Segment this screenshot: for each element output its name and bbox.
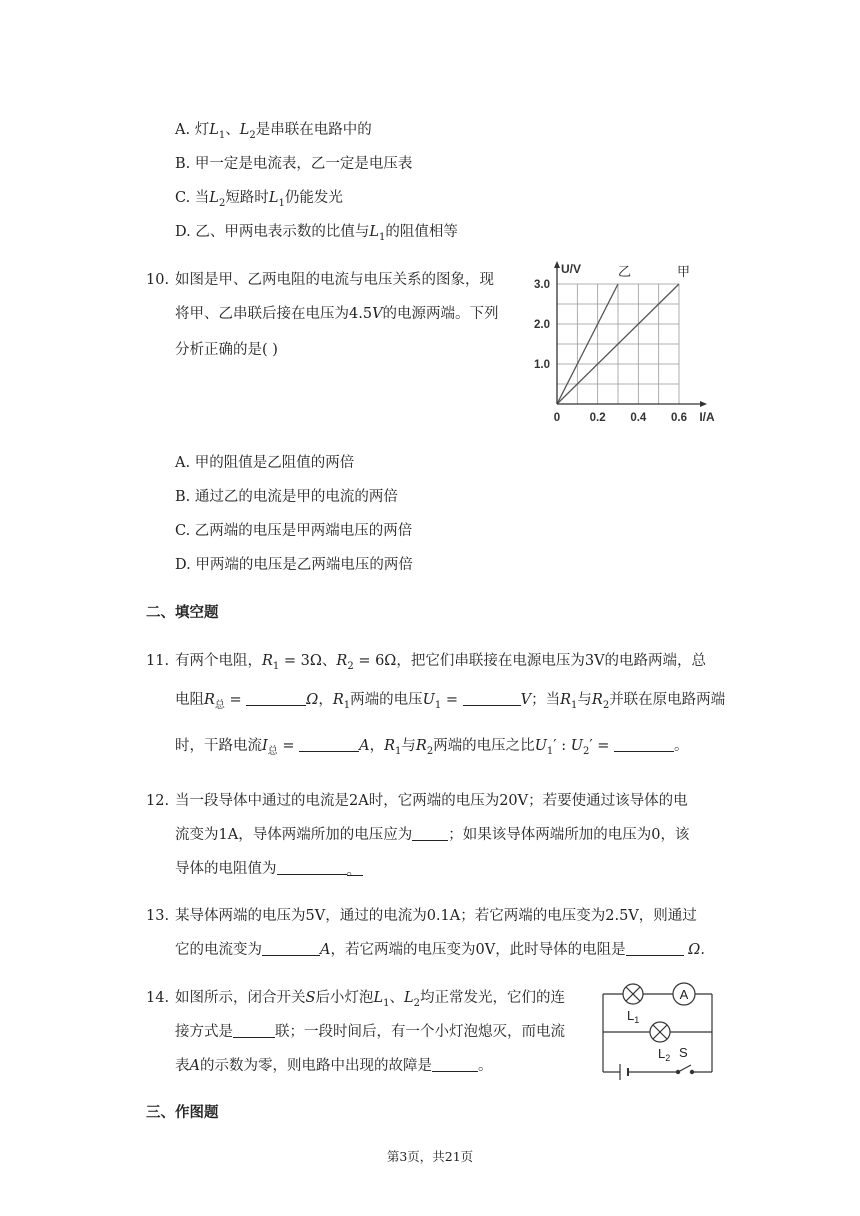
circuit-diagram xyxy=(598,278,718,378)
q10-option-b: B. 通过乙的电流是甲的电流的两倍 xyxy=(175,489,398,505)
lamp-2-icon xyxy=(650,1022,670,1042)
battery-icon xyxy=(620,1064,628,1080)
x-axis-label: I/A xyxy=(699,410,715,424)
lamp-1-label: $L_1$ xyxy=(627,1008,640,1025)
q12-line-3: 导体的电阻值为 。 xyxy=(175,861,361,879)
series-label-0: 乙 xyxy=(618,264,632,279)
ammeter-label: A xyxy=(679,987,689,1002)
q12-line-2: 流变为1A，导体两端所加的电压应为 ；如果该导体两端所加的电压为0，该 xyxy=(175,827,690,843)
q11-line-1: 有两个电阻，$R_1 = 3\Omega$、$R_2 = 6\Omega$，把它们串联接在电源电压为3V的电路两端，总 xyxy=(175,653,707,672)
q9-option-d: D. 乙、甲两电表示数的比值与$L_1$的阻值相等 xyxy=(175,224,458,243)
x-tick-label-3: 0.6 xyxy=(671,412,687,424)
q12-line-1: 当一段导体中通过的电流是2A时，它两端的电压为20V；若要使通过该导体的电 xyxy=(175,793,688,809)
x-tick-label-2: 0.4 xyxy=(630,412,647,424)
q12-blank-1[interactable] xyxy=(412,826,448,841)
switch-label: S xyxy=(679,1045,688,1060)
section-drawing-title: 三、作图题 xyxy=(146,1104,219,1121)
q11-line-3: 时，干路电流$I_总 = A$，$R_1$与$R_2$两端的电压之比$U_1'$ : $U_2'$ = 。 xyxy=(175,738,689,757)
q13-line-2: 它的电流变为 A，若它两端的电压变为0V，此时导体的电阻是 Ω. xyxy=(175,942,705,958)
q9-option-b: B. 甲一定是电流表，乙一定是电压表 xyxy=(175,156,413,172)
q9-option-a: A. 灯$L_1$、$L_2$是串联在电路中的 xyxy=(175,122,372,141)
q13-blank-1[interactable] xyxy=(262,941,320,956)
q11-blank-4[interactable] xyxy=(614,737,674,752)
q14-number: 14. xyxy=(146,990,170,1006)
lamp-2-label: $L_2$ xyxy=(658,1046,671,1063)
q14-line-1: 如图所示，闭合开关S后小灯泡$L_1$、$L_2$均正常发光，它们的连 xyxy=(175,990,565,1009)
q12-number: 12. xyxy=(146,793,170,809)
q13-number: 13. xyxy=(146,908,170,924)
q10-option-a: A. 甲的阻值是乙阻值的两倍 xyxy=(175,455,355,471)
y-axis-arrow-icon xyxy=(554,261,560,268)
q13-line-1: 某导体两端的电压为5V，通过的电流为0.1A；若它两端的电压变为2.5V，则通过 xyxy=(175,908,697,924)
y-axis-label: U/V xyxy=(561,262,582,276)
y-tick-label-1: 2.0 xyxy=(534,319,550,331)
q14-blank-1[interactable] xyxy=(233,1023,275,1038)
q14-line-2: 接方式是 联；一段时间后，有一个小灯泡熄灭，而电流 xyxy=(175,1024,565,1040)
q11-blank-1[interactable] xyxy=(246,691,306,706)
q11-number: 11. xyxy=(146,653,170,669)
x-tick-label-0: 0 xyxy=(553,412,561,424)
series-label-1: 甲 xyxy=(677,264,691,279)
q11-blank-2[interactable] xyxy=(463,691,521,706)
q11-blank-3[interactable] xyxy=(299,737,359,752)
q14-blank-2[interactable] xyxy=(432,1057,478,1072)
x-axis-arrow-icon xyxy=(700,401,707,407)
switch-icon xyxy=(676,1065,693,1074)
q10-number: 10. xyxy=(146,272,170,288)
q10-line-1: 如图是甲、乙两电阻的电流与电压关系的图象，现 xyxy=(175,272,494,288)
q10-option-c: C. 乙两端的电压是甲两端电压的两倍 xyxy=(175,523,413,539)
q9-option-c: C. 当$L_2$短路时$L_1$仍能发光 xyxy=(175,190,343,209)
y-tick-label-2: 3.0 xyxy=(534,279,550,291)
y-tick-label-0: 1.0 xyxy=(534,359,550,371)
q12-blank-2[interactable] xyxy=(277,860,347,875)
q10-option-d: D. 甲两端的电压是乙两端电压的两倍 xyxy=(175,557,413,573)
q10-line-3: 分析正确的是( ) xyxy=(175,342,278,358)
q14-line-3: 表A的示数为零，则电路中出现的故障是 。 xyxy=(175,1058,493,1074)
section-fill-in-title: 二、填空题 xyxy=(146,604,219,621)
page-footer: 第3页，共21页 xyxy=(386,1149,474,1164)
x-tick-label-1: 0.2 xyxy=(589,412,606,424)
q10-line-2: 将甲、乙串联后接在电压为4.5V的电源两端。下列 xyxy=(175,306,499,322)
lamp-1-icon xyxy=(623,984,643,1004)
q11-line-2: 电阻$R_总 = \Omega$，$R_1$两端的电压$U_1 = V$；当$R_1$与$R_2$并联在原电路两端 xyxy=(175,692,726,711)
q13-blank-2[interactable] xyxy=(626,941,684,956)
circuit-diagram-main xyxy=(598,980,718,1080)
